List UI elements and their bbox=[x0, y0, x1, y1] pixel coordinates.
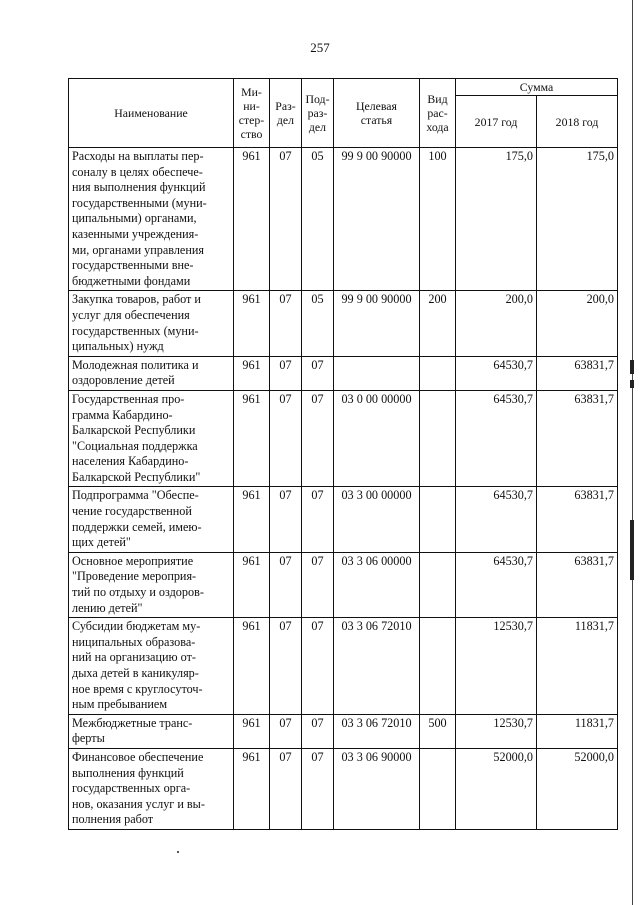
cell-section: 07 bbox=[270, 390, 302, 487]
cell-section: 07 bbox=[270, 148, 302, 291]
cell-subsection: 05 bbox=[302, 291, 334, 356]
table-header bbox=[69, 79, 618, 148]
cell-subsection: 07 bbox=[302, 356, 334, 390]
cell-2017: 64530,7 bbox=[456, 487, 537, 552]
cell-2018: 63831,7 bbox=[537, 356, 618, 390]
cell-section: 07 bbox=[270, 714, 302, 748]
scan-edge-line bbox=[632, 0, 633, 905]
cell-2017: 175,0 bbox=[456, 148, 537, 291]
cell-subsection: 07 bbox=[302, 748, 334, 829]
header-name: Наименование bbox=[69, 79, 234, 148]
table-row bbox=[69, 552, 618, 617]
budget-table bbox=[68, 78, 618, 830]
cell-section: 07 bbox=[270, 748, 302, 829]
table-row bbox=[69, 356, 618, 390]
cell-ministry: 961 bbox=[234, 618, 270, 715]
cell-2018: 11831,7 bbox=[537, 618, 618, 715]
cell-ministry: 961 bbox=[234, 714, 270, 748]
cell-ministry: 961 bbox=[234, 390, 270, 487]
cell-name: Межбюджетные транс- ферты bbox=[69, 714, 234, 748]
scan-edge-mark bbox=[630, 380, 634, 388]
table-row bbox=[69, 714, 618, 748]
cell-2017: 64530,7 bbox=[456, 552, 537, 617]
header-year-2018: 2018 год bbox=[537, 96, 618, 148]
cell-name: Субсидии бюджетам му- ниципальных образова- ний на организацию от- дыха детей в каникуляр- ное время с круглосуточ- ным пребыванием bbox=[69, 618, 234, 715]
cell-2018: 63831,7 bbox=[537, 390, 618, 487]
cell-target: 03 3 06 72010 bbox=[334, 618, 420, 715]
cell-name: Подпрограмма "Обеспе- чение государственной поддержки семей, имею- щих детей" bbox=[69, 487, 234, 552]
table-row bbox=[69, 291, 618, 356]
cell-expense-type bbox=[420, 552, 456, 617]
cell-ministry: 961 bbox=[234, 748, 270, 829]
cell-2018: 200,0 bbox=[537, 291, 618, 356]
cell-2017: 64530,7 bbox=[456, 356, 537, 390]
scan-speck bbox=[177, 851, 179, 853]
cell-section: 07 bbox=[270, 291, 302, 356]
cell-target: 03 3 06 90000 bbox=[334, 748, 420, 829]
cell-name: Молодежная политика и оздоровление детей bbox=[69, 356, 234, 390]
header-expense-type: Вид рас- хода bbox=[420, 79, 456, 148]
header-subsection: Под- раз- дел bbox=[302, 79, 334, 148]
cell-section: 07 bbox=[270, 552, 302, 617]
cell-subsection: 07 bbox=[302, 552, 334, 617]
cell-subsection: 05 bbox=[302, 148, 334, 291]
cell-2018: 63831,7 bbox=[537, 552, 618, 617]
cell-ministry: 961 bbox=[234, 148, 270, 291]
cell-target: 99 9 00 90000 bbox=[334, 291, 420, 356]
cell-ministry: 961 bbox=[234, 291, 270, 356]
cell-target: 03 0 00 00000 bbox=[334, 390, 420, 487]
cell-expense-type bbox=[420, 390, 456, 487]
table-row bbox=[69, 748, 618, 829]
cell-target: 03 3 00 00000 bbox=[334, 487, 420, 552]
cell-name: Государственная про- грамма Кабардино- Балкарской Республики "Социальная поддержка населения Кабардино- Балкарской Республики" bbox=[69, 390, 234, 487]
cell-name: Финансовое обеспечение выполнения функций государственных орга- нов, оказания услуг и вы- полнения работ bbox=[69, 748, 234, 829]
cell-name: Закупка товаров, работ и услуг для обеспечения государственных (муни- ципальных) нужд bbox=[69, 291, 234, 356]
cell-expense-type bbox=[420, 618, 456, 715]
cell-ministry: 961 bbox=[234, 487, 270, 552]
cell-section: 07 bbox=[270, 618, 302, 715]
cell-section: 07 bbox=[270, 487, 302, 552]
cell-expense-type bbox=[420, 487, 456, 552]
cell-section: 07 bbox=[270, 356, 302, 390]
cell-2017: 12530,7 bbox=[456, 714, 537, 748]
cell-expense-type bbox=[420, 356, 456, 390]
header-section: Раз- дел bbox=[270, 79, 302, 148]
cell-expense-type bbox=[420, 748, 456, 829]
cell-target: 03 3 06 00000 bbox=[334, 552, 420, 617]
cell-2017: 64530,7 bbox=[456, 390, 537, 487]
page-number: 257 bbox=[310, 40, 330, 55]
cell-subsection: 07 bbox=[302, 714, 334, 748]
cell-subsection: 07 bbox=[302, 487, 334, 552]
cell-expense-type: 500 bbox=[420, 714, 456, 748]
cell-2017: 12530,7 bbox=[456, 618, 537, 715]
cell-name: Расходы на выплаты пер- соналу в целях обеспече- ния выполнения функций государственными (муни- ципальными) органами, казенными учреждения- ми, органами управления государственными вне- бюджетными фондами bbox=[69, 148, 234, 291]
cell-2017: 200,0 bbox=[456, 291, 537, 356]
header-sum: Сумма bbox=[456, 79, 618, 96]
cell-target bbox=[334, 356, 420, 390]
cell-2017: 52000,0 bbox=[456, 748, 537, 829]
table-body bbox=[69, 148, 618, 830]
header-target: Целевая статья bbox=[334, 79, 420, 148]
table-row bbox=[69, 390, 618, 487]
header-ministry: Ми- ни- стер- ство bbox=[234, 79, 270, 148]
cell-2018: 52000,0 bbox=[537, 748, 618, 829]
cell-ministry: 961 bbox=[234, 356, 270, 390]
cell-ministry: 961 bbox=[234, 552, 270, 617]
cell-name: Основное мероприятие "Проведение мероприя- тий по отдыху и оздоров- лению детей" bbox=[69, 552, 234, 617]
cell-2018: 63831,7 bbox=[537, 487, 618, 552]
table-row bbox=[69, 618, 618, 715]
cell-subsection: 07 bbox=[302, 390, 334, 487]
cell-2018: 175,0 bbox=[537, 148, 618, 291]
cell-target: 03 3 06 72010 bbox=[334, 714, 420, 748]
cell-expense-type: 200 bbox=[420, 291, 456, 356]
cell-expense-type: 100 bbox=[420, 148, 456, 291]
scan-edge-mark bbox=[630, 520, 634, 580]
header-year-2017: 2017 год bbox=[456, 96, 537, 148]
scan-edge-mark bbox=[630, 360, 634, 374]
cell-subsection: 07 bbox=[302, 618, 334, 715]
table-row bbox=[69, 487, 618, 552]
table-row bbox=[69, 148, 618, 291]
cell-target: 99 9 00 90000 bbox=[334, 148, 420, 291]
cell-2018: 11831,7 bbox=[537, 714, 618, 748]
